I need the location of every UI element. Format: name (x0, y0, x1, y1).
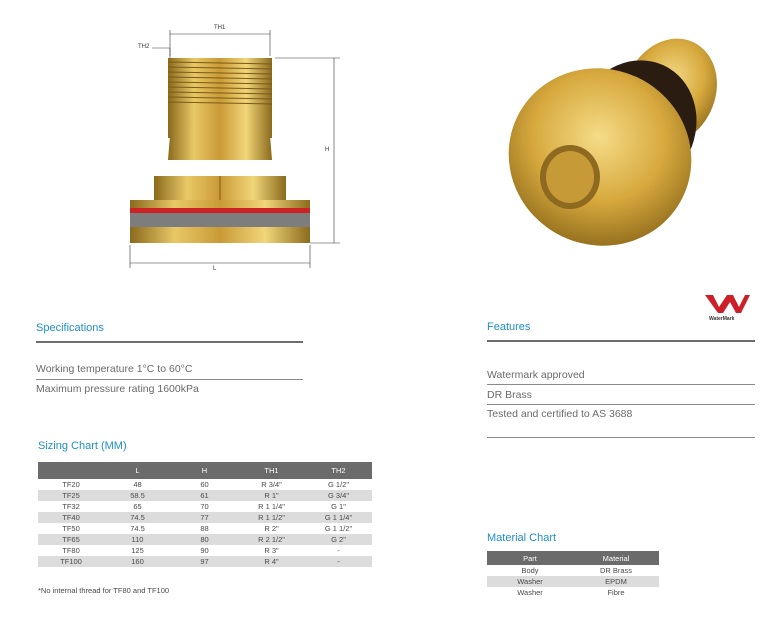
table-cell: R 3" (264, 546, 279, 555)
table-cell: 65 (133, 502, 142, 511)
table-cell: Fibre (607, 588, 625, 597)
material-chart-table (487, 551, 659, 598)
table-cell: R 2" (264, 524, 279, 533)
table-cell: - (337, 546, 340, 555)
table-cell: TF20 (62, 480, 80, 489)
table-cell: TF32 (62, 502, 80, 511)
fitting-technical-drawing (110, 20, 350, 280)
table-cell: 97 (171, 556, 238, 567)
table-cell: Body (521, 566, 539, 575)
features-divider (487, 340, 755, 342)
table-cell: R 1 1/2" (238, 512, 305, 523)
table-cell: G 1 1/2" (324, 524, 353, 533)
table-cell: R 1 1/4" (258, 502, 285, 511)
spec-item: Working temperature 1°C to 60°C (36, 363, 193, 375)
dimension-th1-label: TH1 (214, 25, 226, 31)
table-cell: TF50 (62, 524, 80, 533)
table-cell: 48 (133, 480, 142, 489)
features-title: Features (487, 321, 531, 333)
feature-item: Watermark approved (487, 369, 585, 381)
table-row (487, 576, 659, 587)
watermark-logo-text: WaterMark (709, 316, 735, 322)
table-cell: R 3/4" (261, 480, 282, 489)
table-row (38, 534, 372, 545)
table-cell: - (305, 556, 372, 567)
feature-divider (487, 404, 755, 405)
table-row (38, 556, 372, 567)
material-chart-title: Material Chart (487, 532, 557, 544)
material-header: Part (487, 551, 573, 565)
table-row (38, 545, 372, 556)
table-row (487, 587, 659, 598)
table-cell: G 1/2" (327, 480, 349, 489)
material-header: Material (573, 551, 659, 565)
table-row (38, 523, 372, 534)
table-cell: 70 (200, 502, 209, 511)
sizing-header: TH1 (238, 462, 305, 479)
table-cell: Washer (487, 576, 573, 587)
table-cell: DR Brass (599, 566, 633, 575)
table-row (487, 565, 659, 576)
product-photo (495, 22, 735, 252)
table-cell: EPDM (573, 576, 659, 587)
dimension-h-label: H (325, 147, 330, 153)
table-row (38, 512, 372, 523)
feature-divider (487, 384, 755, 385)
dimension-th2-label: TH2 (138, 44, 150, 50)
table-cell: 61 (171, 490, 238, 501)
feature-item: DR Brass (487, 389, 532, 401)
table-cell: 88 (200, 524, 209, 533)
feature-divider (487, 437, 755, 438)
table-row (38, 479, 372, 490)
table-cell: TF40 (38, 512, 104, 523)
specifications-title: Specifications (36, 322, 104, 334)
sizing-header (38, 462, 104, 479)
table-cell: R 2 1/2" (238, 534, 305, 545)
table-cell: G 1" (331, 502, 346, 511)
table-cell: 60 (200, 480, 209, 489)
table-cell: 58.5 (104, 490, 171, 501)
table-cell: TF25 (38, 490, 104, 501)
table-cell: 90 (200, 546, 209, 555)
table-cell: G 1 1/4" (305, 512, 372, 523)
table-row (38, 490, 372, 501)
table-cell: 74.5 (130, 524, 145, 533)
table-cell: Washer (517, 588, 543, 597)
table-cell: R 4" (238, 556, 305, 567)
table-cell: 160 (104, 556, 171, 567)
table-cell: TF65 (38, 534, 104, 545)
spec-item: Maximum pressure rating 1600kPa (36, 383, 199, 395)
sizing-header: TH2 (305, 462, 372, 479)
table-cell: R 1" (238, 490, 305, 501)
dimension-l-label: L (213, 266, 217, 272)
sizing-header: L (104, 462, 171, 479)
table-cell: 74.5 (104, 512, 171, 523)
table-cell: 77 (171, 512, 238, 523)
sizing-header: H (171, 462, 238, 479)
feature-item: Tested and certified to AS 3688 (487, 408, 633, 420)
table-row (38, 501, 372, 512)
table-cell: TF100 (38, 556, 104, 567)
sizing-chart-title: Sizing Chart (MM) (38, 440, 127, 452)
specifications-divider (36, 341, 303, 343)
table-cell: TF80 (62, 546, 80, 555)
sizing-chart-table (38, 462, 372, 567)
table-cell: 125 (131, 546, 144, 555)
spec-divider (36, 379, 303, 380)
table-cell: G 3/4" (305, 490, 372, 501)
sizing-chart-note: *No internal thread for TF80 and TF100 (38, 586, 170, 595)
watermark-logo (703, 293, 751, 315)
table-cell: G 2" (305, 534, 372, 545)
table-cell: 110 (104, 534, 171, 545)
table-cell: 80 (171, 534, 238, 545)
